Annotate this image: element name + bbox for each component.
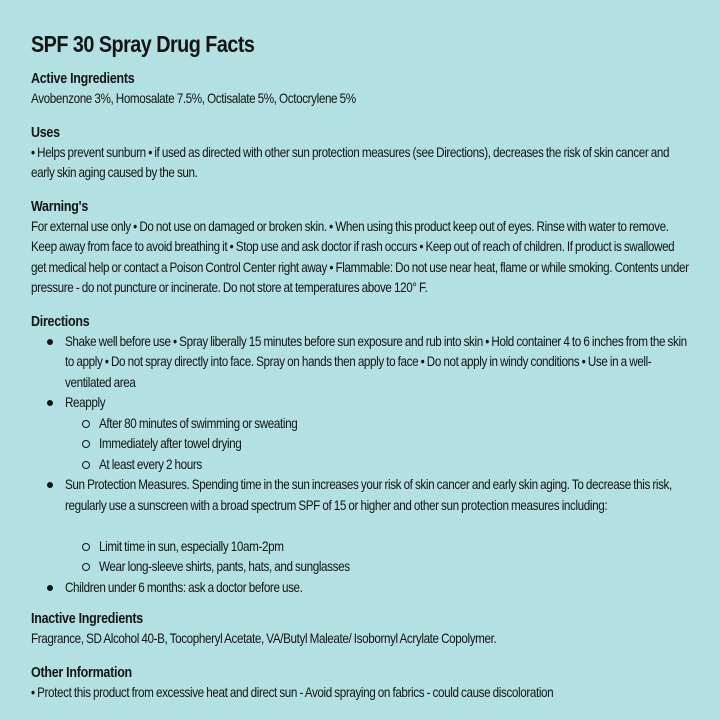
active-ingredients-heading: Active Ingredients — [31, 71, 135, 87]
list-item: Immediately after towel drying — [65, 434, 700, 455]
circle-bullet-icon — [82, 543, 90, 551]
directions-item-sun-protection: Sun Protection Measures. Spending time in the sun increases your risk of skin cancer and early skin aging. To decrease this risk, regularly use a sunscreen with a broad spectrum SPF of 15 or higher and other sun protection measures including: — [65, 477, 672, 513]
bullet-icon — [47, 482, 53, 488]
uses-section — [31, 124, 700, 184]
list-item — [31, 475, 700, 578]
warnings-heading: Warning's — [31, 198, 89, 215]
other-information-text: • Protect this product from excessive heat and direct sun - Avoid spraying on fabrics - could cause discoloration — [31, 684, 554, 700]
list-item: Wear long-sleeve shirts, pants, hats, and sunglasses — [65, 557, 700, 578]
inactive-ingredients-heading: Inactive Ingredients — [31, 611, 143, 627]
uses-heading: Uses — [31, 124, 60, 141]
directions-heading: Directions — [31, 313, 90, 330]
directions-item-children: Children under 6 months: ask a doctor before use. — [65, 579, 303, 595]
directions-section — [31, 313, 700, 599]
warnings-section — [31, 198, 700, 299]
list-item: At least every 2 hours — [65, 455, 700, 476]
circle-bullet-icon — [82, 461, 90, 469]
bullet-icon — [47, 585, 53, 591]
bullet-icon — [47, 400, 53, 406]
circle-bullet-icon — [82, 440, 90, 448]
inactive-ingredients-text: Fragrance, SD Alcohol 40-B, Tocopheryl Acetate, VA/Butyl Maleate/ Isobornyl Acrylate Copolymer. — [31, 631, 497, 646]
active-ingredients-text: Avobenzone 3%, Homosalate 7.5%, Octisalate 5%, Octocrylene 5% — [31, 91, 356, 106]
bullet-icon — [47, 339, 53, 345]
inactive-ingredients-section — [31, 610, 700, 650]
list-item — [31, 393, 700, 475]
active-ingredients-section — [31, 70, 700, 110]
list-item — [31, 578, 700, 599]
uses-text: • Helps prevent sunburn • if used as directed with other sun protection measures (see Directions), decreases the risk of skin cancer and early skin aging caused by the sun. — [31, 144, 670, 180]
other-information-section — [31, 664, 700, 704]
circle-bullet-icon — [82, 420, 90, 428]
directions-item-reapply: Reapply — [65, 395, 106, 410]
list-item — [31, 332, 700, 394]
directions-list — [31, 332, 700, 599]
sun-protection-sublist — [65, 537, 700, 578]
page-title: SPF 30 Spray Drug Facts — [31, 31, 255, 57]
warnings-text: For external use only • Do not use on damaged or broken skin. • When using this product keep out of eyes. Rinse with water to remove. Keep away from face to avoid breathing it • Stop use and ask doctor if rash occurs • Keep out of reach of children. If product is swallowed get medical help or contact a Poison Control Center right away • Flammable: Do not use near heat, flame or while smoking. Contents under pressure - do not puncture or incinerate. Do not store at temperatures above 120° F. — [31, 218, 689, 295]
directions-item-application: Shake well before use • Spray liberally 15 minutes before sun exposure and rub into skin • Hold container 4 to 6 inches from the skin to apply • Do not spray directly into face. Spray on hands then apply to face • Do not apply in windy conditions • Use in a well-ventilated area — [65, 333, 687, 390]
list-item: Limit time in sun, especially 10am-2pm — [65, 537, 700, 558]
circle-bullet-icon — [82, 563, 90, 571]
other-information-heading: Other Information — [31, 664, 132, 681]
reapply-sublist — [65, 414, 700, 476]
list-item: After 80 minutes of swimming or sweating — [65, 414, 700, 435]
